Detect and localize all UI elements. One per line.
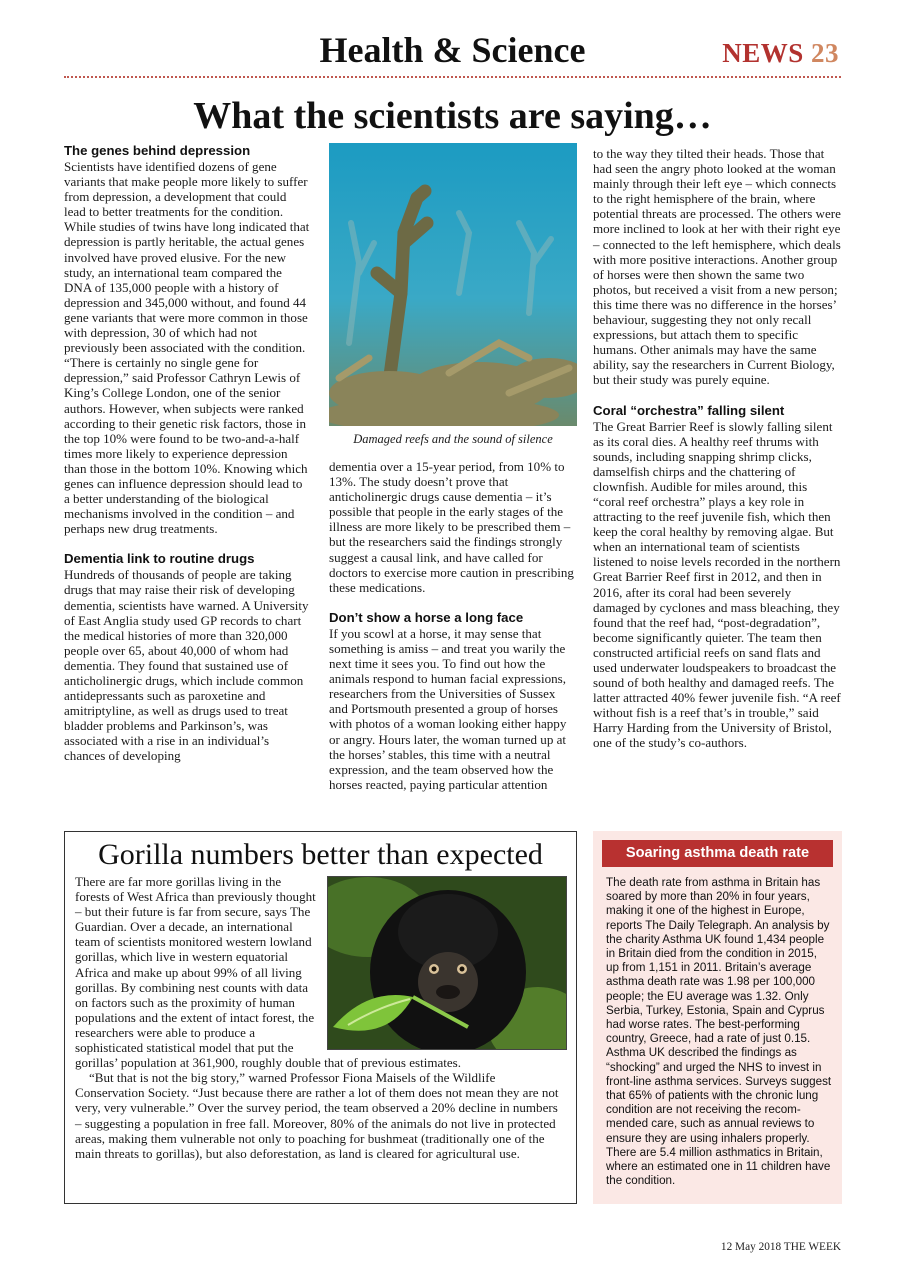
page-number: 23 xyxy=(811,38,839,68)
asthma-headline: Soaring asthma death rate xyxy=(602,840,833,867)
news-word: NEWS xyxy=(722,38,804,68)
footer-date: 12 May 2018 xyxy=(720,1241,782,1253)
gorilla-para2: “But that is not the big story,” warned Professor Fiona Maisels of the Wildlife Conservation Society. “Just because there are rather a lot of them does not mean they are not very, very vulnerable.” Over the survey period, the team observed a 20% decline in numbers – suggesting a population in free fall. Moreover, 80% of the animals do not live in protected areas, making them vulnerable not only to poaching for bushmeat (traditionally one of the main threats to gorillas), but also deforestation, as land is cleared for agricultural use. xyxy=(75,1070,559,1161)
column-left xyxy=(64,143,310,764)
page-headline: What the scientists are saying… xyxy=(193,95,712,137)
dementia-body-part2: dementia over a 15-year period, from 10% to 13%. The study doesn’t prove that anticholinergic drugs cause dementia – it’s possible that people in the early stages of the illness are more likely to be prescribed them – but the researchers said the findings strongly suggest a causal link, and have called for doctors to exercise more caution in prescribing these medications. xyxy=(329,459,574,595)
section-title: Health & Science xyxy=(319,30,586,70)
news-page-label xyxy=(722,38,839,69)
gorilla-para1: There are far more gorillas living in the forests of West Africa than previously thought – but their future is far from secure, says The Guardian. Over a decade, an international team of scientists monitored western lowland gorillas, which live in western equatorial Africa and make up about 99% of all living gorillas. By combining nest counts with data on factors such as the proximity of human populations and the extent of intact forest, the researchers were able to produce a sophisticated statistical model that put the gorillas’ population at 361,900, roughly double that of previous estimates. xyxy=(75,874,462,1071)
dementia-kicker: Dementia link to routine drugs xyxy=(64,551,255,567)
genes-body: Scientists have identified dozens of gene variants that make people more likely to suffer from depression, a development that could lead to better treatments for the condition. While studies of twins have long indicated that depression is partly heritable, the actual genes involved have proved elusive. For the new study, an international team compared the DNA of 135,000 people with a history of depression and 345,000 without, and found 44 gene variants that were more common in those with depression, 30 of which had not previously been associated with the condition. “There is certainly no single gene for depression,” said Professor Cathryn Lewis of King’s College London, one of the senior authors. However, when subjects were ranked according to their genetic risk factors, those in the top 10% were found to be two-and-a-half times more likely to experience depression than those in the bottom 10%. Knowing which genes can influence depression should lead to a better understanding of the biological mechanisms involved in the condition – and perhaps new drug treatments. xyxy=(64,159,310,537)
gorilla-headline: Gorilla numbers better than expected xyxy=(98,838,543,871)
genes-kicker: The genes behind depression xyxy=(64,143,251,158)
coral-body: The Great Barrier Reef is slowly falling silent as its coral dies. A healthy reef thrums with sounds, including snapping shrimp clicks, damselfish chirps and the chattering of clownfish. Audible for miles around, this “coral reef orchestra” plays a key role in attracting to the reef juvenile fish, which then keep the coral healthy by removing algae. But when an international team of scientists listened to noise levels recorded in the northern Great Barrier Reef first in 2012, and then in 2016, after its coral had been severely damaged by cyclones and mass bleaching, they found that the reef had, “post-degradation”, become significantly quieter. The team then constructed artificial reefs on sand flats and used underwater loudspeakers to broadcast the sound of both healthy and damaged reefs. The latter attracted 40% fewer juvenile fish. “A reef without fish is a reef that’s in trouble,” said Harry Harding from the University of Bristol, one of the study’s co-authors. xyxy=(593,418,841,751)
horse-kicker: Don’t show a horse a long face xyxy=(329,609,524,625)
asthma-body: The death rate from asthma in Britain has soared by more than 20% in four years, making it one of the highest in Europe, reports The Daily Telegraph. An analysis by the charity Asthma UK found 1,434 people in Britain died from the condition in 2015, up from 1,151 in 2011. Britain’s average asthma death rate was 1.98 per 100,000 people; the EU average was 1.32. Only Serbia, Turkey, Estonia, Spain and Cyprus had worse rates. The best-performing country, Greece, had a rate of just 0.15. Asthma UK described the findings as “shocking” and urged the NHS to invest in front-line asthma services. Surveys suggest that 65% of patients with the chronic lung condition are not receiving the recommended care, such as annual reviews to ensure they are using inhalers properly. There are 5.4 million asthmatics in Britain, where an estimated one in 11 children have the condition. xyxy=(606,876,832,1188)
gorilla-story-box xyxy=(64,831,577,1204)
asthma-panel xyxy=(593,831,842,1204)
reef-photo-icon xyxy=(329,143,577,426)
dementia-body-part1: Hundreds of thousands of people are taking drugs that may raise their risk of developing dementia, scientists have warned. A University of East Anglia study used GP records to chart the medical histories of more than 320,000 people over 65, about 40,000 of whom had dementia. They found that sustained use of anticholinergic drugs, which include common antidepressants such as paroxetine and amitriptyline, as well as drugs used to treat bladder problems and Parkinson’s, was associated with a rise in an individual’s chances of developing xyxy=(64,567,309,764)
gorilla-photo-icon xyxy=(327,876,567,1050)
coral-kicker: Coral “orchestra” falling silent xyxy=(593,402,785,418)
footer-publication: THE WEEK xyxy=(783,1241,841,1253)
column-middle xyxy=(329,143,577,792)
column-right xyxy=(593,146,841,751)
gorilla-text xyxy=(75,874,567,1161)
page-footer xyxy=(721,1241,841,1253)
horse-body-part2: to the way they tilted their heads. Those that had seen the angry photo looked at the woman mainly through their left eye – which connects to the right hemisphere of the brain, where potential threats are processed. The others were more inclined to look at her with their right eye – connected to the left hemisphere, which deals with more positive interactions. Another group of horses were then shown the same two photos, but received a visit from a new person; this time there was no difference in the horses’ behaviour, suggesting they not only recall expressions, but attach them to specific humans. Other animals may have the same ability, say the researchers in Current Biology, but their study was purely equine. xyxy=(593,146,841,388)
reef-caption: Damaged reefs and the sound of silence xyxy=(353,432,553,446)
horse-body-part1: If you scowl at a horse, it may sense that something is amiss – and treat you warily the next time it sees you. To find out how the animals respond to human facial expressions, researchers from the Universities of Sussex and Portsmouth presented a group of horses with photos of a woman looking either happy or angry. Hours later, the woman turned up at the horses’ stables, this time with a neutral expression, and the team observed how the horses reacted, paying particular attention xyxy=(329,625,567,792)
header-divider xyxy=(64,76,841,78)
